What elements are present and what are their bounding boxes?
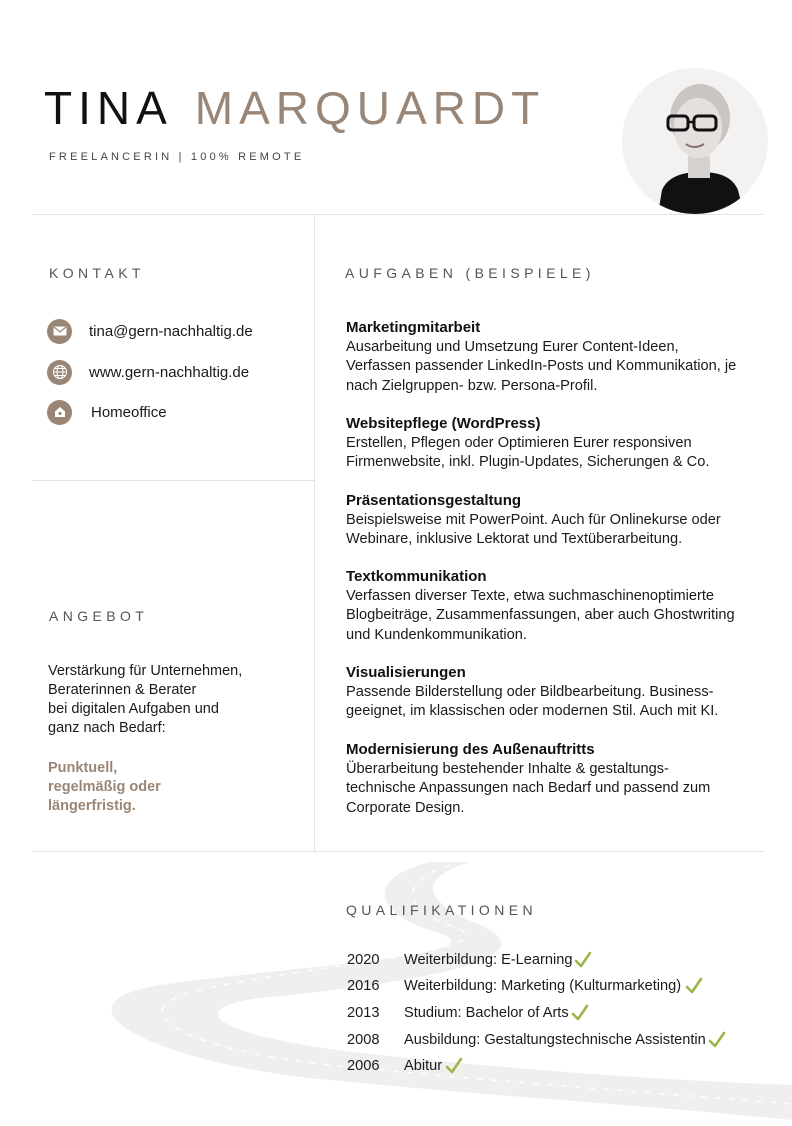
task-title: Präsentationsgestaltung bbox=[346, 492, 522, 509]
qualification-row bbox=[347, 1029, 726, 1051]
task-desc-line: Erstellen, Pflegen oder Optimieren Eurer responsiven bbox=[346, 435, 692, 451]
left-section-divider bbox=[32, 480, 314, 481]
task-desc-line: Corporate Design. bbox=[346, 799, 465, 816]
offer-accent-line: regelmäßig oder bbox=[48, 779, 161, 795]
task-desc-line: Firmenwebsite, inkl. Plugin-Updates, Sicherungen & Co. bbox=[346, 454, 710, 471]
task-item bbox=[346, 318, 776, 396]
task-desc-line: und Kundenkommunikation. bbox=[346, 626, 527, 643]
contact-location bbox=[47, 399, 307, 425]
qualification-text: Weiterbildung: Marketing (Kulturmarketing) bbox=[404, 978, 682, 994]
qualification-text: Studium: Bachelor of Arts bbox=[404, 1005, 569, 1021]
qualification-row bbox=[347, 1002, 589, 1024]
task-title: Modernisierung des Außenauftritts bbox=[346, 741, 595, 758]
qualifications-title: QUALIFIKATIONEN bbox=[346, 902, 537, 918]
checkmark-icon bbox=[571, 1004, 589, 1022]
task-desc-line: Blogbeiträge, Zusammenfassungen, aber auch Ghostwriting bbox=[346, 607, 735, 624]
qualification-text: Weiterbildung: E-Learning bbox=[404, 952, 573, 968]
home-icon bbox=[47, 400, 72, 425]
task-desc-line: Webinare, inklusive Lektorat und Textüberarbeitung. bbox=[346, 531, 683, 548]
offer-accent-line: Punktuell, bbox=[48, 760, 118, 776]
task-item bbox=[346, 567, 776, 645]
checkmark-icon bbox=[685, 977, 703, 995]
last-name: MARQUARDT bbox=[194, 82, 546, 134]
offer-title: ANGEBOT bbox=[49, 608, 149, 624]
qualification-year: 2016 bbox=[347, 978, 380, 994]
contact-email-text: tina@gern-nachhaltig.de bbox=[89, 322, 253, 340]
first-name: TINA bbox=[44, 82, 173, 134]
qualification-year: 2020 bbox=[347, 952, 380, 968]
task-desc-line: Überarbeitung bestehender Inhalte & gestaltungs- bbox=[346, 761, 669, 777]
full-name bbox=[44, 80, 545, 136]
task-title: Websitepflege (WordPress) bbox=[346, 415, 541, 432]
offer-line: bei digitalen Aufgaben und bbox=[48, 701, 219, 717]
qualification-row bbox=[347, 949, 592, 971]
task-title: Marketingmitarbeit bbox=[346, 319, 481, 336]
task-title: Visualisierungen bbox=[346, 664, 466, 681]
offer-accent-line: längerfristig. bbox=[48, 798, 136, 814]
contact-location-text: Homeoffice bbox=[91, 403, 167, 421]
task-desc-line: geeignet, im klassischen oder modernen Stil. Auch mit KI. bbox=[346, 703, 719, 720]
footer-divider bbox=[32, 851, 764, 852]
task-desc-line: Ausarbeitung und Umsetzung Eurer Content-Ideen, bbox=[346, 339, 679, 355]
qualification-row bbox=[347, 1055, 463, 1077]
mail-icon bbox=[47, 319, 72, 344]
checkmark-icon bbox=[708, 1031, 726, 1049]
task-item bbox=[346, 740, 776, 818]
qualification-text: Abitur bbox=[404, 1058, 443, 1074]
subtitle: FREELANCERIN | 100% REMOTE bbox=[49, 151, 305, 163]
offer-line: ganz nach Bedarf: bbox=[48, 720, 166, 736]
task-title: Textkommunikation bbox=[346, 568, 487, 585]
contact-website-text: www.gern-nachhaltig.de bbox=[89, 363, 250, 381]
task-desc-line: Passende Bilderstellung oder Bildbearbeitung. Business- bbox=[346, 684, 714, 700]
task-item bbox=[346, 491, 776, 550]
offer-line: Beraterinnen & Berater bbox=[48, 682, 197, 698]
offer-accent-text bbox=[48, 759, 298, 816]
task-desc-line: Verfassen diverser Texte, etwa suchmaschinenoptimierte bbox=[346, 588, 714, 604]
checkmark-icon bbox=[574, 951, 592, 969]
qualification-row bbox=[347, 975, 703, 997]
profile-photo bbox=[622, 68, 768, 214]
offer-line: Verstärkung für Unternehmen, bbox=[48, 663, 243, 679]
task-desc-line: technische Anpassungen nach Bedarf und passend zum bbox=[346, 780, 711, 797]
qualification-year: 2008 bbox=[347, 1032, 380, 1048]
qualification-year: 2013 bbox=[347, 1005, 380, 1021]
contact-email[interactable] bbox=[47, 318, 307, 344]
column-divider bbox=[314, 214, 315, 851]
offer-text bbox=[48, 662, 298, 738]
task-desc-line: nach Zielgruppen- bzw. Persona-Profil. bbox=[346, 377, 598, 394]
tasks-title: AUFGABEN (BEISPIELE) bbox=[345, 265, 595, 281]
contact-website[interactable] bbox=[47, 359, 307, 385]
globe-icon bbox=[47, 360, 72, 385]
qualification-text: Ausbildung: Gestaltungstechnische Assistentin bbox=[404, 1032, 706, 1048]
task-desc-line: Beispielsweise mit PowerPoint. Auch für Onlinekurse oder bbox=[346, 512, 721, 528]
task-desc-line: Verfassen passender LinkedIn-Posts und Kommunikation, je bbox=[346, 358, 737, 375]
header-divider bbox=[32, 214, 764, 215]
contact-title: KONTAKT bbox=[49, 265, 145, 281]
task-item bbox=[346, 414, 776, 473]
checkmark-icon bbox=[445, 1057, 463, 1075]
qualification-year: 2006 bbox=[347, 1058, 380, 1074]
task-item bbox=[346, 663, 776, 722]
